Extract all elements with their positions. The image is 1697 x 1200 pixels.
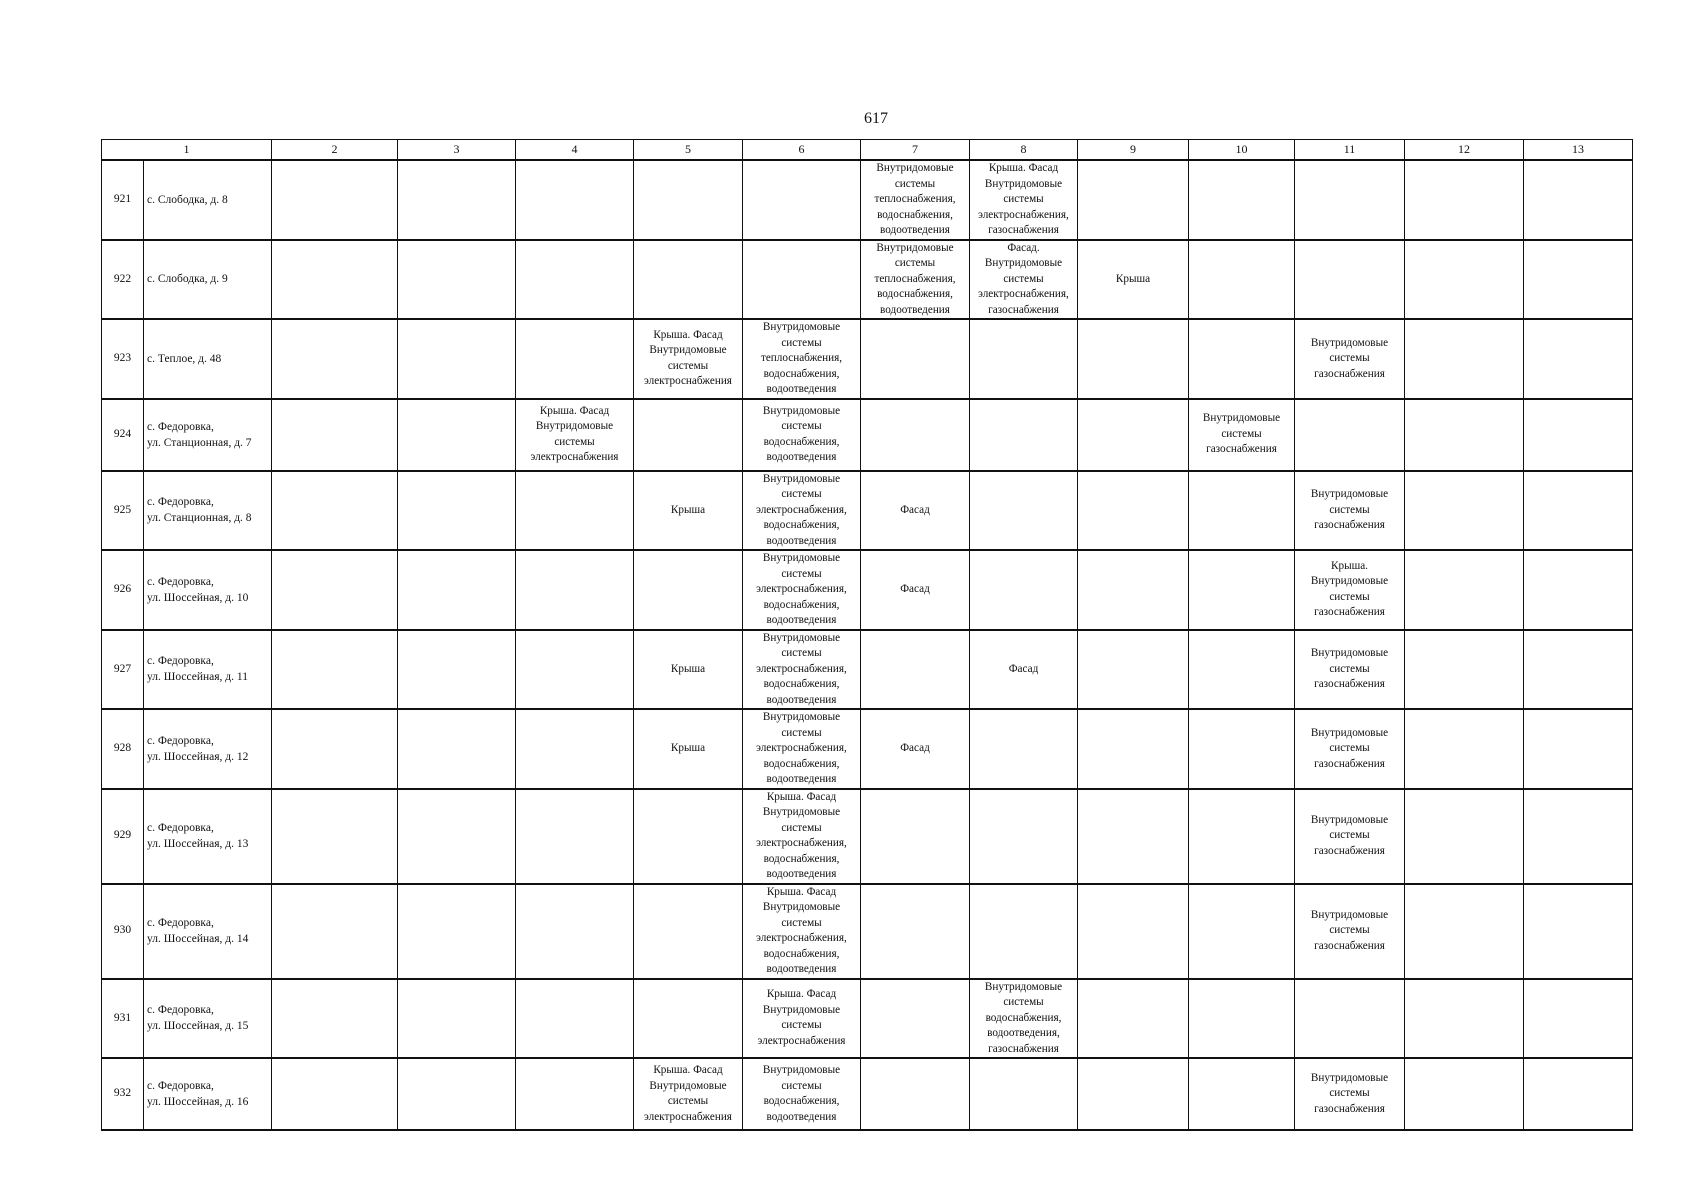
cell-col-11: Внутридомовые системы газоснабжения — [1295, 789, 1405, 884]
cell-col-5: Крыша — [634, 471, 743, 551]
cell-col-3 — [398, 884, 516, 979]
cell-col-5 — [634, 789, 743, 884]
row-number: 923 — [102, 319, 144, 399]
cell-col-10 — [1189, 979, 1295, 1059]
cell-col-13 — [1524, 399, 1633, 471]
cell-col-7: Фасад — [861, 709, 970, 789]
cell-col-13 — [1524, 630, 1633, 710]
cell-col-5: Крыша — [634, 630, 743, 710]
cell-col-3 — [398, 630, 516, 710]
header-col-5: 5 — [634, 140, 743, 161]
cell-col-2 — [272, 319, 398, 399]
cell-col-13 — [1524, 319, 1633, 399]
cell-col-3 — [398, 709, 516, 789]
cell-col-4 — [516, 471, 634, 551]
building-address: с. Федоровка, ул. Шоссейная, д. 10 — [144, 550, 272, 630]
cell-col-12 — [1405, 240, 1524, 320]
cell-col-4 — [516, 630, 634, 710]
cell-col-6 — [743, 240, 861, 320]
cell-col-10 — [1189, 789, 1295, 884]
cell-col-8: Фасад. Внутридомовые системы электроснабжения, газоснабжения — [970, 240, 1078, 320]
table-body — [102, 160, 1633, 1130]
cell-col-3 — [398, 319, 516, 399]
cell-col-5 — [634, 160, 743, 240]
cell-col-7: Фасад — [861, 550, 970, 630]
cell-col-7 — [861, 979, 970, 1059]
cell-col-11 — [1295, 240, 1405, 320]
header-col-13: 13 — [1524, 140, 1633, 161]
cell-col-12 — [1405, 319, 1524, 399]
cell-col-6: Внутридомовые системы электроснабжения, водоснабжения, водоотведения — [743, 471, 861, 551]
cell-col-13 — [1524, 550, 1633, 630]
repair-schedule-table — [101, 139, 1633, 1131]
cell-col-6 — [743, 160, 861, 240]
cell-col-10 — [1189, 630, 1295, 710]
building-address: с. Теплое, д. 48 — [144, 319, 272, 399]
building-address: с. Слободка, д. 8 — [144, 160, 272, 240]
cell-col-2 — [272, 240, 398, 320]
cell-col-9: Крыша — [1078, 240, 1189, 320]
cell-col-13 — [1524, 471, 1633, 551]
cell-col-7 — [861, 789, 970, 884]
cell-col-7 — [861, 630, 970, 710]
row-number: 926 — [102, 550, 144, 630]
cell-col-10 — [1189, 471, 1295, 551]
cell-col-8 — [970, 789, 1078, 884]
cell-col-7: Фасад — [861, 471, 970, 551]
building-address: с. Федоровка, ул. Шоссейная, д. 11 — [144, 630, 272, 710]
cell-col-6: Внутридомовые системы водоснабжения, водоотведения — [743, 1058, 861, 1130]
table-row — [102, 471, 1633, 551]
row-number: 925 — [102, 471, 144, 551]
building-address: с. Федоровка, ул. Станционная, д. 8 — [144, 471, 272, 551]
table-row — [102, 160, 1633, 240]
cell-col-3 — [398, 399, 516, 471]
cell-col-3 — [398, 240, 516, 320]
cell-col-12 — [1405, 160, 1524, 240]
table-row — [102, 789, 1633, 884]
cell-col-9 — [1078, 630, 1189, 710]
cell-col-4 — [516, 240, 634, 320]
cell-col-12 — [1405, 884, 1524, 979]
cell-col-12 — [1405, 399, 1524, 471]
cell-col-10 — [1189, 709, 1295, 789]
cell-col-12 — [1405, 630, 1524, 710]
cell-col-8: Крыша. Фасад Внутридомовые системы электроснабжения, газоснабжения — [970, 160, 1078, 240]
cell-col-9 — [1078, 319, 1189, 399]
cell-col-3 — [398, 160, 516, 240]
cell-col-2 — [272, 471, 398, 551]
cell-col-4 — [516, 979, 634, 1059]
row-number: 928 — [102, 709, 144, 789]
building-address: с. Слободка, д. 9 — [144, 240, 272, 320]
row-number: 922 — [102, 240, 144, 320]
cell-col-2 — [272, 550, 398, 630]
cell-col-2 — [272, 630, 398, 710]
building-address: с. Федоровка, ул. Шоссейная, д. 14 — [144, 884, 272, 979]
cell-col-4 — [516, 1058, 634, 1130]
cell-col-13 — [1524, 1058, 1633, 1130]
cell-col-12 — [1405, 789, 1524, 884]
cell-col-10 — [1189, 884, 1295, 979]
cell-col-10 — [1189, 1058, 1295, 1130]
cell-col-4 — [516, 550, 634, 630]
cell-col-2 — [272, 1058, 398, 1130]
row-number: 929 — [102, 789, 144, 884]
cell-col-4 — [516, 884, 634, 979]
header-col-7: 7 — [861, 140, 970, 161]
cell-col-8: Фасад — [970, 630, 1078, 710]
cell-col-3 — [398, 550, 516, 630]
cell-col-5 — [634, 550, 743, 630]
cell-col-10 — [1189, 160, 1295, 240]
cell-col-10 — [1189, 240, 1295, 320]
cell-col-4 — [516, 319, 634, 399]
page-number: 617 — [864, 110, 888, 127]
cell-col-12 — [1405, 1058, 1524, 1130]
cell-col-11: Крыша. Внутридомовые системы газоснабжения — [1295, 550, 1405, 630]
cell-col-7 — [861, 319, 970, 399]
table-row — [102, 979, 1633, 1059]
cell-col-9 — [1078, 550, 1189, 630]
row-number: 931 — [102, 979, 144, 1059]
cell-col-10 — [1189, 550, 1295, 630]
cell-col-12 — [1405, 471, 1524, 551]
cell-col-12 — [1405, 550, 1524, 630]
header-col-2: 2 — [272, 140, 398, 161]
header-col-11: 11 — [1295, 140, 1405, 161]
cell-col-9 — [1078, 471, 1189, 551]
cell-col-3 — [398, 1058, 516, 1130]
cell-col-6: Крыша. Фасад Внутридомовые системы электроснабжения, водоснабжения, водоотведения — [743, 789, 861, 884]
header-col-8: 8 — [970, 140, 1078, 161]
cell-col-2 — [272, 884, 398, 979]
table-row — [102, 630, 1633, 710]
cell-col-10 — [1189, 319, 1295, 399]
header-col-9: 9 — [1078, 140, 1189, 161]
cell-col-7 — [861, 884, 970, 979]
cell-col-10: Внутридомовые системы газоснабжения — [1189, 399, 1295, 471]
header-col-4: 4 — [516, 140, 634, 161]
cell-col-9 — [1078, 399, 1189, 471]
cell-col-7: Внутридомовые системы теплоснабжения, водоснабжения, водоотведения — [861, 240, 970, 320]
cell-col-11: Внутридомовые системы газоснабжения — [1295, 471, 1405, 551]
row-number: 924 — [102, 399, 144, 471]
cell-col-11 — [1295, 160, 1405, 240]
header-col-10: 10 — [1189, 140, 1295, 161]
cell-col-8 — [970, 1058, 1078, 1130]
cell-col-3 — [398, 979, 516, 1059]
building-address: с. Федоровка, ул. Шоссейная, д. 16 — [144, 1058, 272, 1130]
cell-col-4 — [516, 709, 634, 789]
cell-col-9 — [1078, 709, 1189, 789]
cell-col-5 — [634, 979, 743, 1059]
cell-col-11: Внутридомовые системы газоснабжения — [1295, 319, 1405, 399]
cell-col-13 — [1524, 160, 1633, 240]
cell-col-11: Внутридомовые системы газоснабжения — [1295, 1058, 1405, 1130]
cell-col-8 — [970, 319, 1078, 399]
building-address: с. Федоровка, ул. Шоссейная, д. 12 — [144, 709, 272, 789]
building-address: с. Федоровка, ул. Шоссейная, д. 15 — [144, 979, 272, 1059]
row-number: 932 — [102, 1058, 144, 1130]
cell-col-5 — [634, 240, 743, 320]
cell-col-5: Крыша — [634, 709, 743, 789]
cell-col-13 — [1524, 240, 1633, 320]
cell-col-11: Внутридомовые системы газоснабжения — [1295, 630, 1405, 710]
cell-col-12 — [1405, 709, 1524, 789]
cell-col-4: Крыша. Фасад Внутридомовые системы электроснабжения — [516, 399, 634, 471]
header-col-1: 1 — [102, 140, 272, 161]
header-row — [102, 140, 1633, 161]
table-row — [102, 709, 1633, 789]
cell-col-13 — [1524, 789, 1633, 884]
cell-col-8 — [970, 399, 1078, 471]
cell-col-6: Крыша. Фасад Внутридомовые системы электроснабжения — [743, 979, 861, 1059]
cell-col-9 — [1078, 789, 1189, 884]
cell-col-9 — [1078, 160, 1189, 240]
cell-col-8: Внутридомовые системы водоснабжения, водоотведения, газоснабжения — [970, 979, 1078, 1059]
cell-col-6: Внутридомовые системы электроснабжения, водоснабжения, водоотведения — [743, 550, 861, 630]
cell-col-2 — [272, 789, 398, 884]
row-number: 927 — [102, 630, 144, 710]
cell-col-11: Внутридомовые системы газоснабжения — [1295, 709, 1405, 789]
table-row — [102, 884, 1633, 979]
row-number: 921 — [102, 160, 144, 240]
cell-col-8 — [970, 471, 1078, 551]
building-address: с. Федоровка, ул. Шоссейная, д. 13 — [144, 789, 272, 884]
cell-col-13 — [1524, 709, 1633, 789]
cell-col-4 — [516, 160, 634, 240]
cell-col-4 — [516, 789, 634, 884]
cell-col-5: Крыша. Фасад Внутридомовые системы электроснабжения — [634, 319, 743, 399]
cell-col-2 — [272, 979, 398, 1059]
cell-col-9 — [1078, 979, 1189, 1059]
cell-col-9 — [1078, 884, 1189, 979]
cell-col-8 — [970, 709, 1078, 789]
cell-col-6: Внутридомовые системы водоснабжения, водоотведения — [743, 399, 861, 471]
header-col-12: 12 — [1405, 140, 1524, 161]
cell-col-2 — [272, 399, 398, 471]
cell-col-5 — [634, 884, 743, 979]
cell-col-7 — [861, 1058, 970, 1130]
cell-col-11: Внутридомовые системы газоснабжения — [1295, 884, 1405, 979]
cell-col-8 — [970, 884, 1078, 979]
cell-col-9 — [1078, 1058, 1189, 1130]
cell-col-6: Внутридомовые системы электроснабжения, водоснабжения, водоотведения — [743, 630, 861, 710]
cell-col-2 — [272, 709, 398, 789]
cell-col-3 — [398, 471, 516, 551]
cell-col-5: Крыша. Фасад Внутридомовые системы электроснабжения — [634, 1058, 743, 1130]
cell-col-8 — [970, 550, 1078, 630]
cell-col-13 — [1524, 979, 1633, 1059]
header-col-3: 3 — [398, 140, 516, 161]
cell-col-2 — [272, 160, 398, 240]
cell-col-12 — [1405, 979, 1524, 1059]
building-address: с. Федоровка, ул. Станционная, д. 7 — [144, 399, 272, 471]
table-row — [102, 550, 1633, 630]
cell-col-5 — [634, 399, 743, 471]
cell-col-6: Внутридомовые системы теплоснабжения, водоснабжения, водоотведения — [743, 319, 861, 399]
cell-col-13 — [1524, 884, 1633, 979]
cell-col-11 — [1295, 979, 1405, 1059]
header-col-6: 6 — [743, 140, 861, 161]
table-header — [102, 140, 1633, 161]
cell-col-3 — [398, 789, 516, 884]
row-number: 930 — [102, 884, 144, 979]
cell-col-6: Внутридомовые системы электроснабжения, водоснабжения, водоотведения — [743, 709, 861, 789]
table-row — [102, 240, 1633, 320]
cell-col-6: Крыша. Фасад Внутридомовые системы электроснабжения, водоснабжения, водоотведения — [743, 884, 861, 979]
cell-col-7: Внутридомовые системы теплоснабжения, водоснабжения, водоотведения — [861, 160, 970, 240]
cell-col-7 — [861, 399, 970, 471]
cell-col-11 — [1295, 399, 1405, 471]
table-row — [102, 319, 1633, 399]
table-row — [102, 1058, 1633, 1130]
table-row — [102, 399, 1633, 471]
